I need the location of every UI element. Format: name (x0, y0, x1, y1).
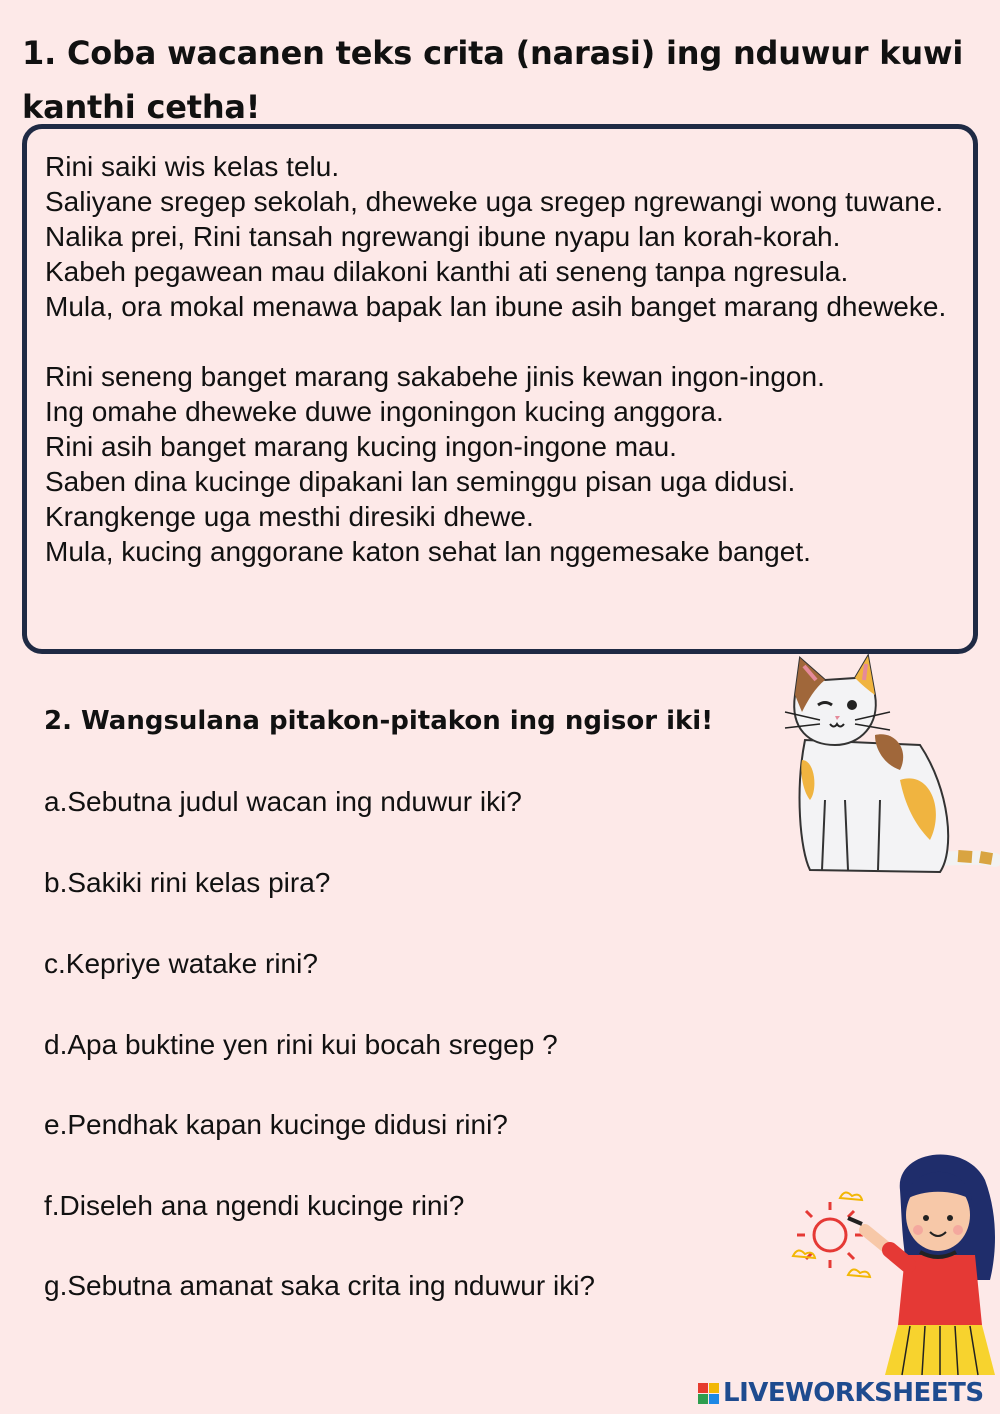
story-box (22, 124, 978, 654)
story-line: Mula, kucing anggorane katon sehat lan nggemesake banget. (45, 536, 811, 567)
liveworksheets-icon (698, 1383, 719, 1404)
story-line: Nalika prei, Rini tansah ngrewangi ibune nyapu lan korah-korah. (45, 221, 841, 252)
brand-text: LIVEWORKSHEETS (723, 1378, 984, 1408)
story-line: Saben dina kucinge dipakani lan seminggu pisan uga didusi. (45, 466, 796, 497)
question-a: a.Sebutna judul wacan ing nduwur iki? (44, 786, 522, 817)
question-b: b.Sakiki rini kelas pira? (44, 867, 331, 898)
story-line: Saliyane sregep sekolah, dheweke uga sregep ngrewangi wong tuwane. (45, 186, 944, 217)
story-line: Rini seneng banget marang sakabehe jinis kewan ingon-ingon. (45, 361, 825, 392)
question-g: g.Sebutna amanat saka crita ing nduwur iki? (44, 1270, 595, 1301)
question-c: c.Kepriye watake rini? (44, 948, 318, 979)
story-line: Rini saiki wis kelas telu. (45, 151, 340, 182)
story-line: Kabeh pegawean mau dilakoni kanthi ati seneng tanpa ngresula. (45, 256, 849, 287)
story-line: Rini asih banget marang kucing ingon-ingone mau. (45, 431, 677, 462)
page-title: 1. Coba wacanen teks crita (narasi) ing nduwur kuwi kanthi cetha! (22, 34, 964, 126)
brand-logo (698, 1378, 984, 1408)
girl-painting-illustration (790, 1140, 1000, 1380)
story-line: Mula, ora mokal menawa bapak lan ibune asih banget marang dheweke. (45, 291, 947, 322)
story-line: Ing omahe dheweke duwe ingoningon kucing anggora. (45, 396, 724, 427)
story-line: Krangkenge uga mesthi diresiki dhewe. (45, 501, 534, 532)
cat-illustration (780, 650, 1000, 885)
paragraph-gap (45, 324, 955, 359)
question-f: f.Diseleh ana ngendi kucinge rini? (44, 1190, 465, 1221)
section-2-title: 2. Wangsulana pitakon-pitakon ing ngisor iki! (44, 706, 714, 736)
question-d: d.Apa buktine yen rini kui bocah sregep ? (44, 1029, 558, 1060)
question-e: e.Pendhak kapan kucinge didusi rini? (44, 1109, 508, 1140)
